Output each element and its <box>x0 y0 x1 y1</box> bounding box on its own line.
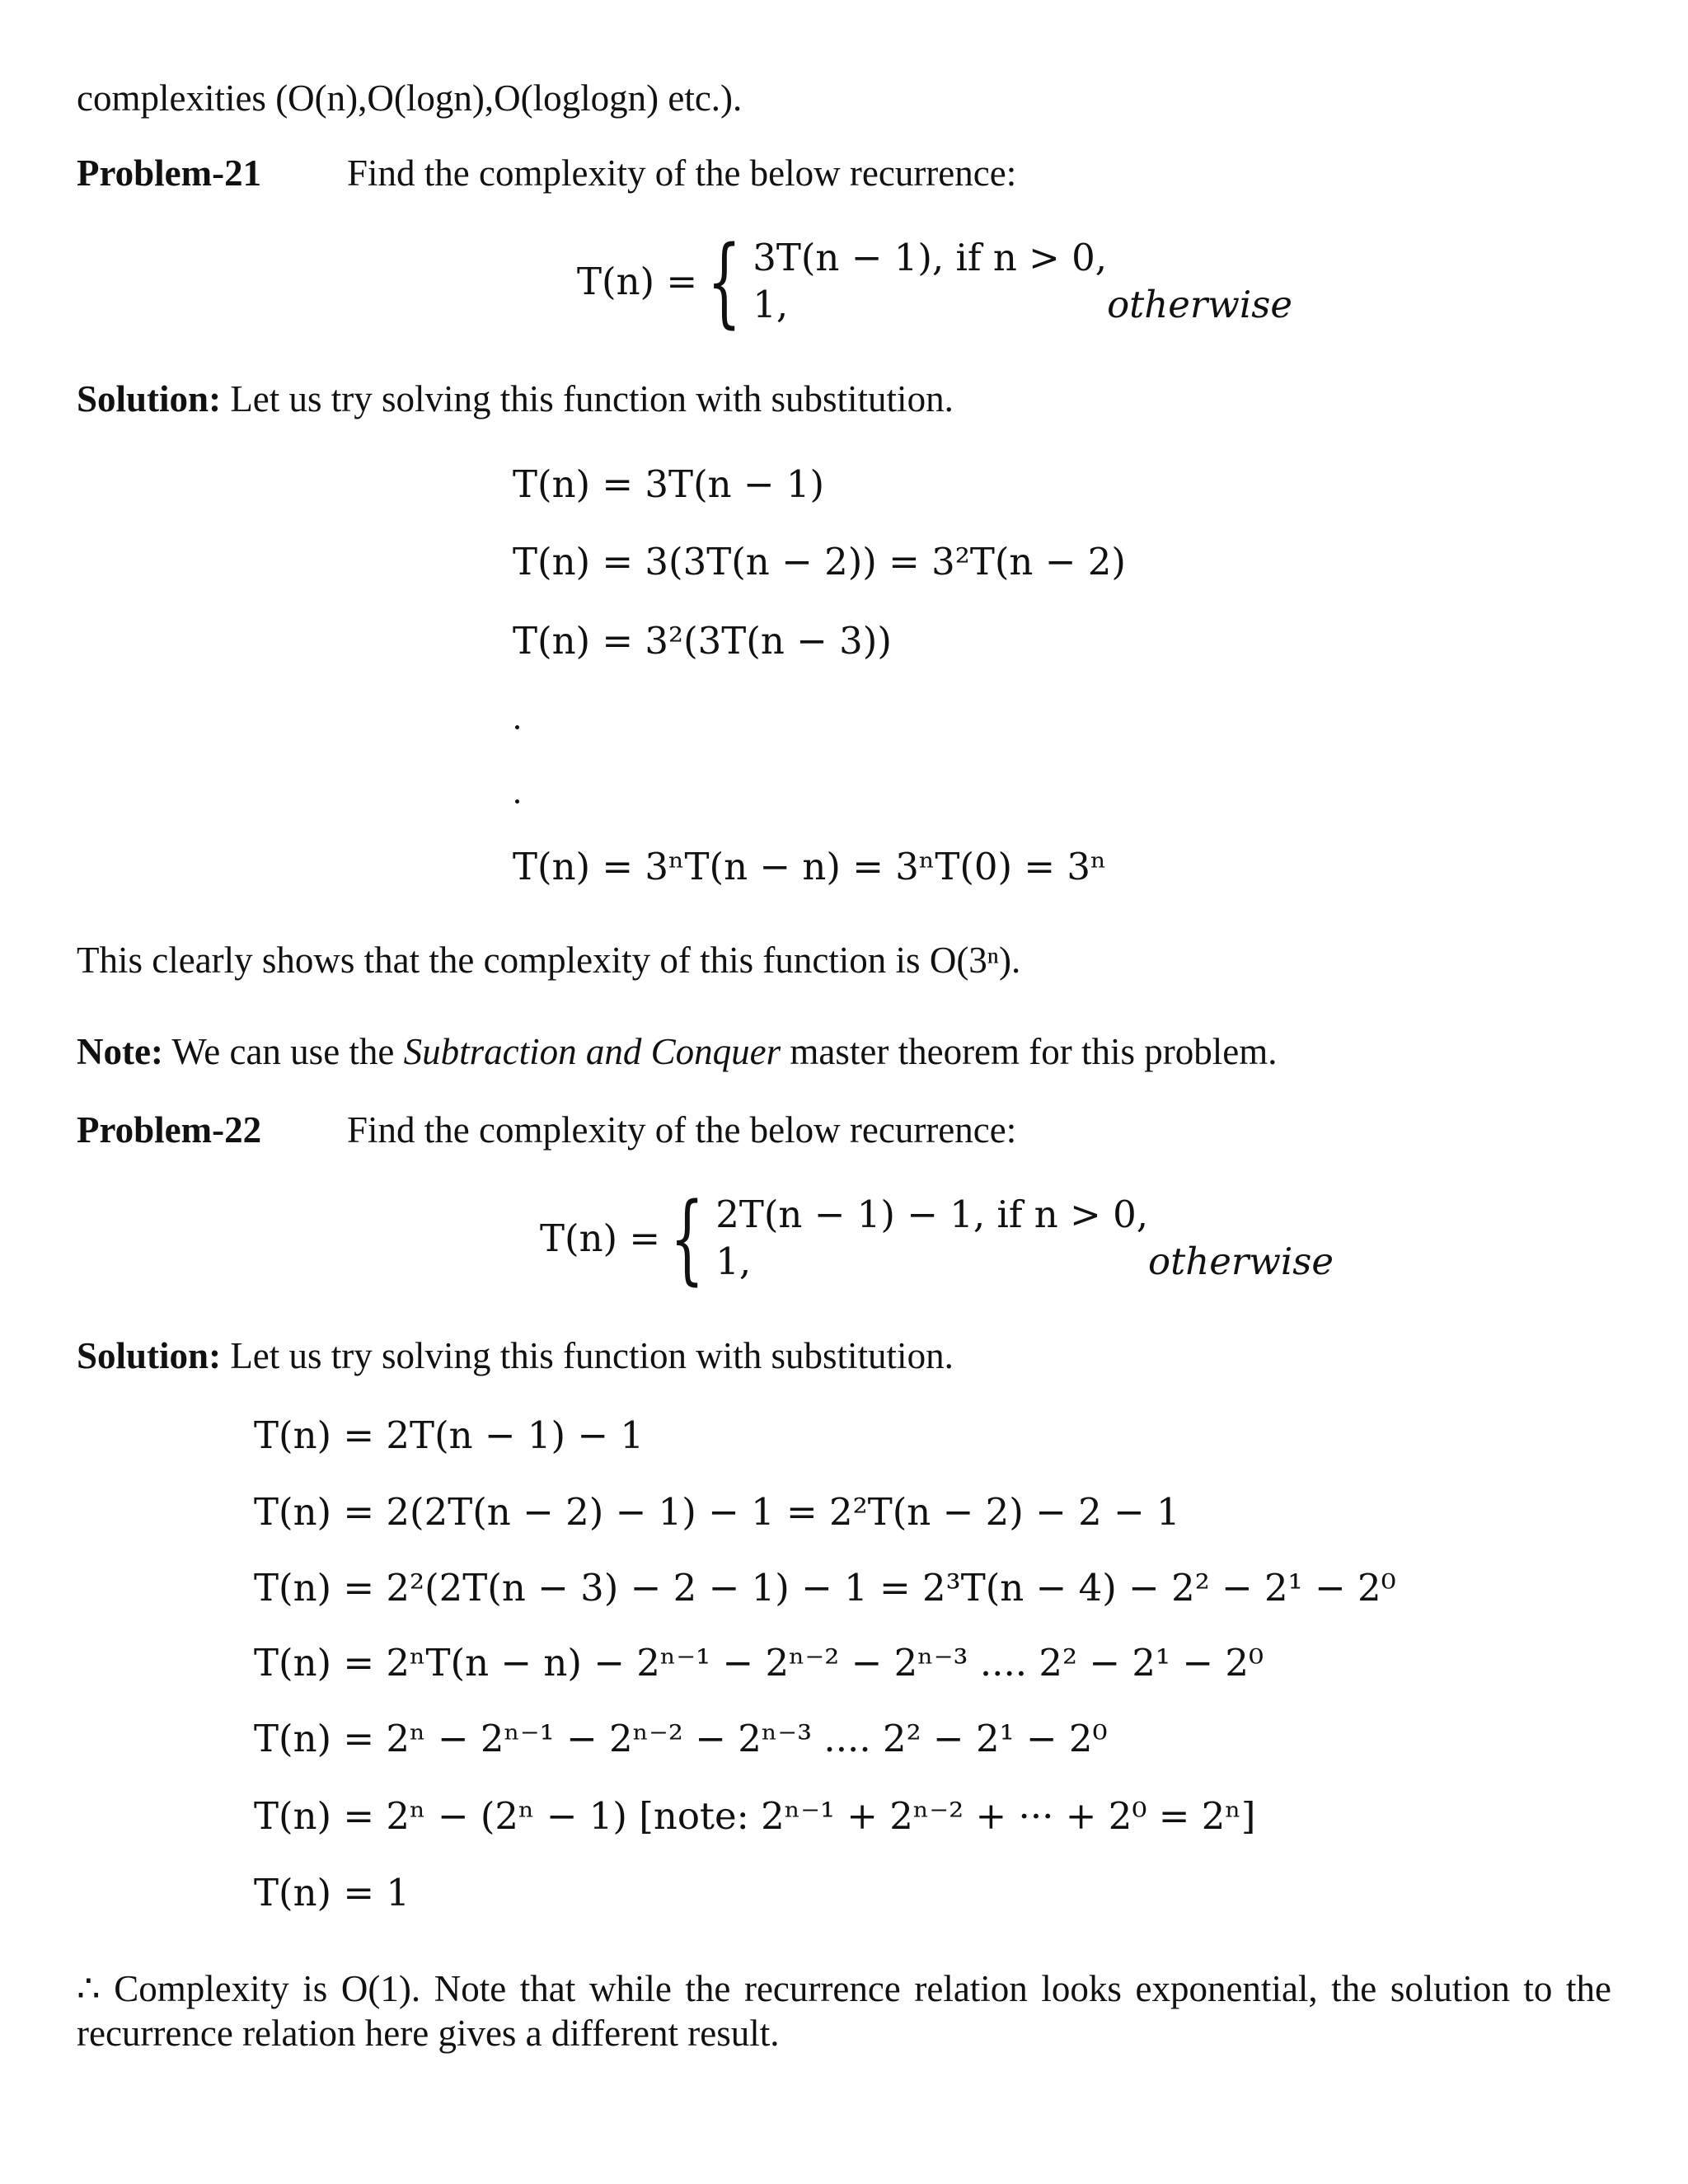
solution-text: Let us try solving this function with substitution. <box>230 1335 954 1376</box>
recurrence-lhs: T(n) = <box>540 1216 661 1260</box>
p22-step-6: T(n) = 2ⁿ − (2ⁿ − 1) [note: 2ⁿ⁻¹ + 2ⁿ⁻² + ··· + 2⁰ = 2ⁿ] <box>254 1794 1256 1838</box>
case-1-expression: 3T(n − 1), if n > 0, <box>753 236 1108 279</box>
recurrence-cases <box>753 236 1292 326</box>
left-brace-icon: { <box>670 1181 705 1295</box>
p21-step-3: T(n) = 3²(3T(n − 3)) <box>513 619 892 663</box>
p21-step-1: T(n) = 3T(n − 1) <box>513 462 825 506</box>
note-emphasis: Subtraction and Conquer <box>403 1031 781 1072</box>
note-label: Note: <box>77 1031 163 1072</box>
problem-21-conclusion: This clearly shows that the complexity of this function is O(3ⁿ). <box>77 940 1021 981</box>
case-2-condition: otherwise <box>1148 1240 1334 1283</box>
intro-line: complexities (O(n),O(logn),O(loglogn) etc.). <box>77 77 743 119</box>
problem-22-statement: Find the complexity of the below recurrence: <box>347 1109 1017 1151</box>
case-2-condition: otherwise <box>1107 283 1293 326</box>
note-text-after: master theorem for this problem. <box>790 1031 1278 1072</box>
problem-22-conclusion: ∴ Complexity is O(1). Note that while the recurrence relation looks exponential, the solution to the recurrence relation here gives a different result. <box>77 1968 1611 2054</box>
left-brace-icon: { <box>707 224 742 338</box>
p22-step-5: T(n) = 2ⁿ − 2ⁿ⁻¹ − 2ⁿ⁻² − 2ⁿ⁻³ .... 2² − 2¹ − 2⁰ <box>254 1717 1108 1760</box>
p22-step-4: T(n) = 2ⁿT(n − n) − 2ⁿ⁻¹ − 2ⁿ⁻² − 2ⁿ⁻³ .... 2² − 2¹ − 2⁰ <box>254 1641 1264 1685</box>
p22-step-7: T(n) = 1 <box>254 1871 410 1915</box>
problem-21-recurrence <box>577 224 1293 338</box>
problem-21-label: Problem-21 <box>77 152 262 194</box>
problem-22-solution <box>77 1333 954 1378</box>
p21-step-2: T(n) = 3(3T(n − 2)) = 3²T(n − 2) <box>513 540 1126 583</box>
problem-21-solution <box>77 377 954 421</box>
p22-step-2: T(n) = 2(2T(n − 2) − 1) − 1 = 2²T(n − 2) − 2 − 1 <box>254 1490 1180 1534</box>
problem-22-heading <box>77 1108 1016 1152</box>
problem-21-statement: Find the complexity of the below recurrence: <box>347 152 1017 194</box>
note-text-before: We can use the <box>171 1031 395 1072</box>
solution-label: Solution: <box>77 1335 222 1376</box>
case-1-expression: 2T(n − 1) − 1, if n > 0, <box>715 1193 1149 1236</box>
ellipsis-dot <box>515 799 519 804</box>
p22-step-3: T(n) = 2²(2T(n − 3) − 2 − 1) − 1 = 2³T(n − 4) − 2² − 2¹ − 2⁰ <box>254 1566 1396 1610</box>
problem-21-heading <box>77 151 1016 195</box>
problem-22-label: Problem-22 <box>77 1109 262 1151</box>
p21-step-4: T(n) = 3ⁿT(n − n) = 3ⁿT(0) = 3ⁿ <box>513 845 1107 888</box>
case-2-expression: 1, <box>753 283 789 326</box>
note-line <box>77 1029 1277 1074</box>
recurrence-cases <box>715 1193 1334 1283</box>
problem-22-recurrence <box>540 1181 1334 1295</box>
p22-step-1: T(n) = 2T(n − 1) − 1 <box>254 1413 645 1457</box>
case-2-expression: 1, <box>715 1240 752 1283</box>
recurrence-lhs: T(n) = <box>577 259 698 303</box>
solution-text: Let us try solving this function with substitution. <box>230 378 954 419</box>
solution-label: Solution: <box>77 378 222 419</box>
ellipsis-dot <box>515 725 519 729</box>
